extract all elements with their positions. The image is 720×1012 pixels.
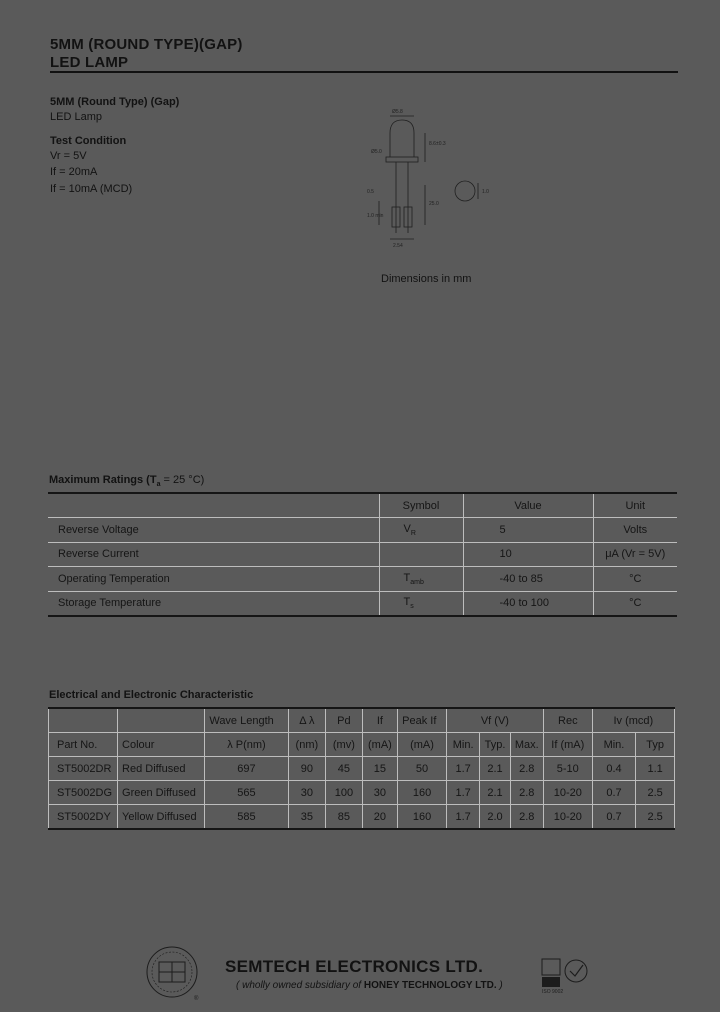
footer-company: SEMTECH ELECTRONICS LTD. — [225, 957, 484, 976]
condition-vr: Vr = 5V — [50, 150, 87, 162]
table-row: ST5002DR Red Diffused 697 90 45 15 50 1.7 2.1 2.8 5-10 0.4 1.1 — [49, 757, 675, 781]
dim-pitch: 2.54 — [393, 243, 403, 249]
table-header-row: Part No. Colour λ P(nm) (nm) (mv) (mA) (mA) Min. Typ. Max. If (mA) Min. Typ — [49, 733, 675, 757]
led-dome — [390, 120, 414, 157]
product-name: 5MM (Round Type) (Gap) — [50, 96, 180, 108]
iso-cert-badge — [540, 957, 592, 995]
diagram-caption: Dimensions in mm — [381, 273, 472, 285]
max-ratings-heading: Maximum Ratings ($T_a = 25$ °C) — [49, 474, 205, 489]
electrical-table — [48, 707, 675, 830]
dim-width: Ø5.0 — [371, 149, 382, 155]
led-top-view — [455, 181, 475, 201]
page-subtitle: LED LAMP — [50, 54, 129, 71]
table-row: Reverse Current 10 μA (Vr = 5V) — [48, 542, 677, 566]
table-row: Storage Temperature $T_s$ -40 to 100 °C — [48, 591, 677, 616]
led-dimension-drawing — [365, 105, 510, 253]
header-value: Value — [463, 493, 593, 518]
table-row: ST5002DG Green Diffused 565 30 100 30 160 1.7 2.1 2.8 10-20 0.7 2.5 — [49, 781, 675, 805]
table-row: Operating Temperation $T_{amb}$ -40 to 85 °C — [48, 567, 677, 591]
svg-text:ISO 9002: ISO 9002 — [542, 989, 564, 995]
table-header-row — [48, 493, 677, 518]
dim-lead: 25.0 — [429, 201, 439, 207]
svg-text:®: ® — [194, 996, 199, 1002]
footer-subsidiary: ( wholly owned subsidiary of HONEY TECHNOLOGY LTD. ) — [236, 980, 503, 991]
max-ratings-table — [48, 492, 677, 617]
table-header-row: Wave Length Δ λ Pd If Peak If Vf (V) Rec Iv (mcd) — [49, 708, 675, 733]
table-row: Reverse Voltage $V_R$ 5 Volts — [48, 518, 677, 542]
header-unit: Unit — [593, 493, 677, 518]
dim-min: 1.0 min — [367, 213, 384, 219]
test-condition-heading: Test Condition — [50, 135, 127, 147]
condition-if: If = 20mA — [50, 166, 98, 178]
table-row: ST5002DY Yellow Diffused 585 35 85 20 160 1.7 2.0 2.8 10-20 0.7 2.5 — [49, 805, 675, 830]
led-flange — [386, 157, 418, 162]
dim-body: 8.6±0.3 — [429, 141, 446, 147]
header-param — [48, 493, 379, 518]
company-logo — [142, 944, 204, 1004]
condition-if-mcd: If = 10mA (MCD) — [50, 183, 133, 195]
header-symbol: Symbol — [379, 493, 463, 518]
dim-front: 1.0 — [482, 189, 489, 195]
product-type: LED Lamp — [50, 111, 102, 123]
electrical-heading: Electrical and Electronic Characteristic — [49, 689, 254, 701]
dim-top: Ø5.8 — [392, 109, 403, 115]
dim-side: 0.5 — [367, 189, 374, 195]
page-title: 5MM (ROUND TYPE)(GAP) — [50, 36, 243, 53]
title-rule — [50, 71, 678, 73]
